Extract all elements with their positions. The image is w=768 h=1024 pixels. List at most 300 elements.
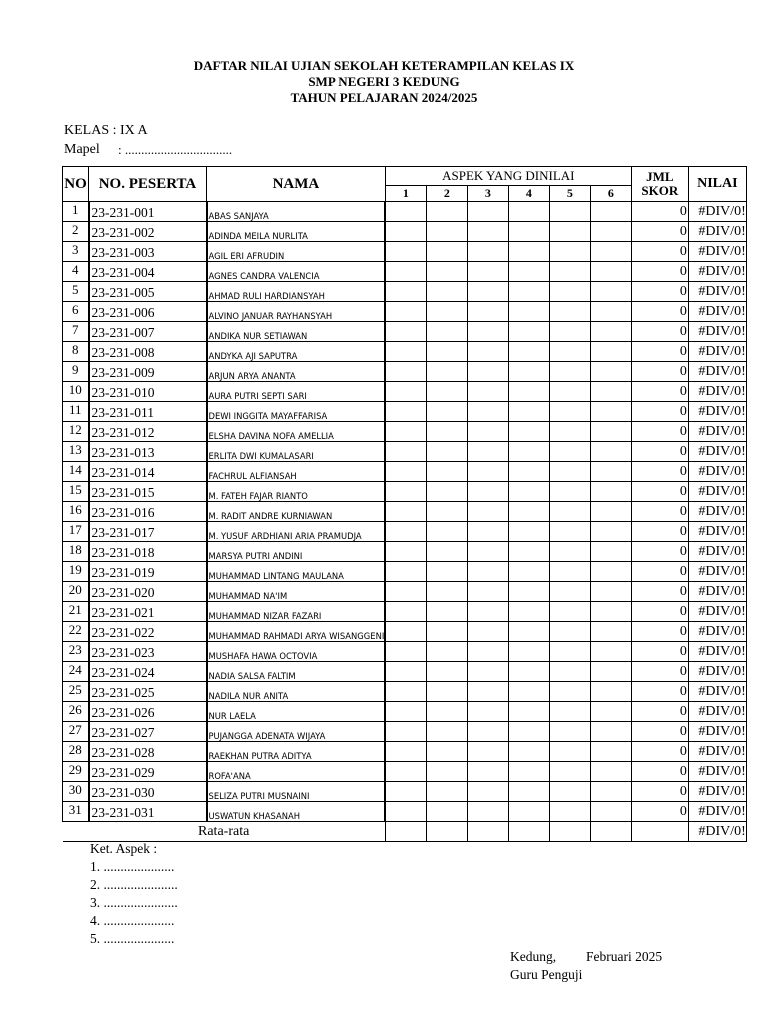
final-grade: #DIV/0!	[688, 642, 746, 662]
table-row	[63, 442, 747, 462]
aspect-score-cell[interactable]	[590, 362, 631, 382]
aspect-score-cell[interactable]	[508, 562, 549, 582]
student-name	[207, 342, 386, 362]
aspect-score-cell[interactable]	[385, 682, 426, 702]
aspect-score-cell[interactable]	[508, 342, 549, 362]
aspect-score-cell[interactable]	[590, 262, 631, 282]
participant-number: 23-231-019	[89, 562, 207, 582]
aspect-score-cell[interactable]	[467, 282, 508, 302]
aspect-score-cell[interactable]	[549, 442, 590, 462]
student-name	[207, 402, 386, 422]
aspect-score-cell[interactable]	[467, 582, 508, 602]
aspect-score-cell[interactable]	[549, 362, 590, 382]
col-header-jml-line2: SKOR	[641, 183, 679, 198]
aspect-score-cell[interactable]	[467, 522, 508, 542]
participant-number: 23-231-011	[89, 402, 207, 422]
aspek-num: 6	[590, 186, 631, 202]
final-grade: #DIV/0!	[688, 662, 746, 682]
aspect-score-cell[interactable]	[508, 722, 549, 742]
aspect-score-cell[interactable]	[385, 722, 426, 742]
aspect-score-cell[interactable]	[508, 362, 549, 382]
avg-score-cell[interactable]	[467, 822, 508, 842]
student-name-text: DEWI INGGITA MAYAFFARISA	[208, 411, 328, 421]
aspect-score-cell[interactable]	[385, 702, 426, 722]
aspect-score-cell[interactable]	[467, 782, 508, 802]
student-name-text: AURA PUTRI SEPTI SARI	[208, 391, 307, 401]
aspect-score-cell[interactable]	[508, 262, 549, 282]
table-row	[63, 362, 747, 382]
aspect-score-cell[interactable]	[590, 462, 631, 482]
aspect-score-cell[interactable]	[508, 482, 549, 502]
aspect-score-cell[interactable]	[590, 282, 631, 302]
mapel-label: Mapel	[64, 142, 100, 157]
row-number: 6	[63, 302, 89, 322]
aspect-score-cell[interactable]	[590, 742, 631, 762]
aspect-score-cell[interactable]	[549, 702, 590, 722]
aspect-score-cell[interactable]	[426, 462, 467, 482]
student-name-text: ARJUN ARYA ANANTA	[208, 371, 296, 381]
aspect-score-cell[interactable]	[549, 382, 590, 402]
aspect-score-cell[interactable]	[385, 462, 426, 482]
student-name	[207, 262, 386, 282]
aspect-score-cell[interactable]	[426, 362, 467, 382]
avg-score-cell[interactable]	[549, 822, 590, 842]
aspect-score-cell[interactable]	[426, 682, 467, 702]
aspect-score-cell[interactable]	[549, 782, 590, 802]
student-name-text: ABAS SANJAYA	[208, 211, 269, 221]
row-number: 4	[63, 262, 89, 282]
aspect-score-cell[interactable]	[426, 402, 467, 422]
aspect-score-cell[interactable]	[385, 362, 426, 382]
aspect-score-cell[interactable]	[385, 802, 426, 822]
aspect-score-cell[interactable]	[508, 462, 549, 482]
student-name	[207, 282, 386, 302]
ket-item: 4. .....................	[90, 913, 175, 928]
aspect-score-cell[interactable]	[426, 722, 467, 742]
aspect-score-cell[interactable]	[467, 422, 508, 442]
aspect-score-cell[interactable]	[426, 322, 467, 342]
table-body	[63, 202, 747, 822]
aspect-score-cell[interactable]	[508, 302, 549, 322]
aspect-score-cell[interactable]	[508, 282, 549, 302]
aspect-score-cell[interactable]	[508, 682, 549, 702]
aspect-score-cell[interactable]	[508, 642, 549, 662]
student-name	[207, 202, 386, 222]
aspect-score-cell[interactable]	[467, 262, 508, 282]
aspect-score-cell[interactable]	[385, 562, 426, 582]
aspect-score-cell[interactable]	[385, 502, 426, 522]
participant-number: 23-231-009	[89, 362, 207, 382]
aspect-score-cell[interactable]	[385, 642, 426, 662]
aspect-score-cell[interactable]	[590, 602, 631, 622]
final-grade: #DIV/0!	[688, 582, 746, 602]
aspect-score-cell[interactable]	[385, 322, 426, 342]
aspect-score-cell[interactable]	[426, 742, 467, 762]
aspek-num: 4	[508, 186, 549, 202]
row-number: 2	[63, 222, 89, 242]
aspect-score-cell[interactable]	[549, 642, 590, 662]
aspect-score-cell[interactable]	[590, 762, 631, 782]
student-name-text: AGNES CANDRA VALENCIA	[208, 271, 320, 281]
avg-score-cell[interactable]	[426, 822, 467, 842]
aspect-score-cell[interactable]	[467, 242, 508, 262]
aspect-score-cell[interactable]	[590, 442, 631, 462]
aspect-score-cell[interactable]	[549, 242, 590, 262]
aspect-score-cell[interactable]	[590, 222, 631, 242]
aspect-score-cell[interactable]	[426, 222, 467, 242]
sign-role: Guru Penguji	[510, 967, 583, 982]
aspect-score-cell[interactable]	[549, 562, 590, 582]
aspect-score-cell[interactable]	[590, 562, 631, 582]
aspect-score-cell[interactable]	[467, 542, 508, 562]
aspect-score-cell[interactable]	[467, 702, 508, 722]
aspect-score-cell[interactable]	[385, 202, 426, 222]
aspect-score-cell[interactable]	[385, 662, 426, 682]
aspect-score-cell[interactable]	[590, 662, 631, 682]
aspect-score-cell[interactable]	[426, 342, 467, 362]
aspect-score-cell[interactable]	[467, 302, 508, 322]
total-score: 0	[631, 242, 688, 262]
aspect-score-cell[interactable]	[508, 762, 549, 782]
final-grade: #DIV/0!	[688, 562, 746, 582]
total-score: 0	[631, 422, 688, 442]
aspect-score-cell[interactable]	[590, 242, 631, 262]
aspect-score-cell[interactable]	[590, 682, 631, 702]
aspect-score-cell[interactable]	[426, 382, 467, 402]
table-row	[63, 622, 747, 642]
final-grade: #DIV/0!	[688, 302, 746, 322]
aspect-score-cell[interactable]	[590, 702, 631, 722]
aspect-score-cell[interactable]	[549, 522, 590, 542]
table-row	[63, 262, 747, 282]
participant-number: 23-231-020	[89, 582, 207, 602]
row-number: 14	[63, 462, 89, 482]
table-row	[63, 782, 747, 802]
total-score: 0	[631, 562, 688, 582]
aspect-score-cell[interactable]	[467, 622, 508, 642]
aspect-score-cell[interactable]	[426, 302, 467, 322]
aspect-score-cell[interactable]	[590, 422, 631, 442]
student-name	[207, 582, 386, 602]
aspect-score-cell[interactable]	[426, 782, 467, 802]
row-number: 24	[63, 662, 89, 682]
aspect-score-cell[interactable]	[508, 742, 549, 762]
aspect-score-cell[interactable]	[385, 242, 426, 262]
aspect-score-cell[interactable]	[508, 782, 549, 802]
aspect-score-cell[interactable]	[549, 622, 590, 642]
student-name-text: MUHAMMAD RAHMADI ARYA WISANGGENI	[208, 631, 385, 641]
aspect-score-cell[interactable]	[385, 742, 426, 762]
total-score: 0	[631, 742, 688, 762]
aspect-score-cell[interactable]	[590, 582, 631, 602]
avg-jml-cell[interactable]	[631, 822, 688, 842]
aspect-score-cell[interactable]	[508, 802, 549, 822]
aspect-score-cell[interactable]	[426, 802, 467, 822]
student-name	[207, 662, 386, 682]
aspect-score-cell[interactable]	[590, 482, 631, 502]
aspect-score-cell[interactable]	[508, 602, 549, 622]
aspect-score-cell[interactable]	[549, 222, 590, 242]
aspect-score-cell[interactable]	[467, 402, 508, 422]
table-row	[63, 222, 747, 242]
aspect-score-cell[interactable]	[467, 442, 508, 462]
aspect-score-cell[interactable]	[549, 462, 590, 482]
sign-date: Februari 2025	[586, 949, 663, 964]
aspect-score-cell[interactable]	[590, 402, 631, 422]
participant-number: 23-231-030	[89, 782, 207, 802]
total-score: 0	[631, 522, 688, 542]
table-row	[63, 302, 747, 322]
aspect-score-cell[interactable]	[467, 222, 508, 242]
aspect-score-cell[interactable]	[508, 522, 549, 542]
table-row	[63, 482, 747, 502]
aspect-score-cell[interactable]	[590, 542, 631, 562]
avg-score-cell[interactable]	[590, 822, 631, 842]
aspect-score-cell[interactable]	[467, 502, 508, 522]
total-score: 0	[631, 542, 688, 562]
aspect-score-cell[interactable]	[467, 362, 508, 382]
aspect-score-cell[interactable]	[426, 622, 467, 642]
aspect-score-cell[interactable]	[385, 582, 426, 602]
student-name	[207, 522, 386, 542]
aspect-score-cell[interactable]	[385, 302, 426, 322]
aspect-score-cell[interactable]	[549, 282, 590, 302]
aspect-score-cell[interactable]	[426, 502, 467, 522]
aspect-score-cell[interactable]	[467, 202, 508, 222]
aspect-score-cell[interactable]	[508, 202, 549, 222]
aspect-score-cell[interactable]	[426, 542, 467, 562]
participant-number: 23-231-026	[89, 702, 207, 722]
aspect-score-cell[interactable]	[385, 262, 426, 282]
row-number: 29	[63, 762, 89, 782]
aspect-score-cell[interactable]	[508, 442, 549, 462]
ket-title: Ket. Aspek :	[90, 841, 158, 856]
aspect-score-cell[interactable]	[426, 422, 467, 442]
aspect-score-cell[interactable]	[549, 322, 590, 342]
aspect-score-cell[interactable]	[467, 762, 508, 782]
aspect-score-cell[interactable]	[549, 502, 590, 522]
aspect-score-cell[interactable]	[590, 642, 631, 662]
aspect-score-cell[interactable]	[549, 682, 590, 702]
col-header-aspek: ASPEK YANG DINILAI	[385, 167, 631, 186]
aspek-num: 3	[467, 186, 508, 202]
aspect-score-cell[interactable]	[590, 802, 631, 822]
aspect-score-cell[interactable]	[590, 302, 631, 322]
aspect-score-cell[interactable]	[467, 322, 508, 342]
aspect-score-cell[interactable]	[426, 262, 467, 282]
aspect-score-cell[interactable]	[549, 342, 590, 362]
aspect-score-cell[interactable]	[549, 602, 590, 622]
aspect-score-cell[interactable]	[590, 202, 631, 222]
avg-score-cell[interactable]	[385, 822, 426, 842]
aspect-score-cell[interactable]	[549, 302, 590, 322]
aspect-score-cell[interactable]	[385, 522, 426, 542]
student-name-text: NUR LAELA	[208, 711, 256, 721]
aspect-score-cell[interactable]	[508, 402, 549, 422]
student-name	[207, 502, 386, 522]
row-number: 21	[63, 602, 89, 622]
student-name	[207, 362, 386, 382]
aspect-score-cell[interactable]	[426, 562, 467, 582]
student-name	[207, 782, 386, 802]
aspect-score-cell[interactable]	[467, 742, 508, 762]
aspect-score-cell[interactable]	[549, 582, 590, 602]
aspect-score-cell[interactable]	[549, 662, 590, 682]
aspect-score-cell[interactable]	[508, 622, 549, 642]
aspect-score-cell[interactable]	[467, 662, 508, 682]
aspect-score-cell[interactable]	[590, 622, 631, 642]
participant-number: 23-231-016	[89, 502, 207, 522]
aspect-score-cell[interactable]	[549, 542, 590, 562]
student-name	[207, 542, 386, 562]
final-grade: #DIV/0!	[688, 342, 746, 362]
aspect-score-cell[interactable]	[426, 702, 467, 722]
total-score: 0	[631, 662, 688, 682]
student-name	[207, 302, 386, 322]
aspect-score-cell[interactable]	[508, 582, 549, 602]
aspect-score-cell[interactable]	[467, 342, 508, 362]
aspect-score-cell[interactable]	[549, 762, 590, 782]
table-row	[63, 562, 747, 582]
aspect-score-cell[interactable]	[590, 322, 631, 342]
row-number: 22	[63, 622, 89, 642]
aspect-score-cell[interactable]	[508, 542, 549, 562]
table-row	[63, 522, 747, 542]
total-score: 0	[631, 722, 688, 742]
aspect-score-cell[interactable]	[426, 642, 467, 662]
aspect-score-cell[interactable]	[590, 522, 631, 542]
aspect-score-cell[interactable]	[549, 802, 590, 822]
aspect-score-cell[interactable]	[590, 782, 631, 802]
aspect-score-cell[interactable]	[549, 202, 590, 222]
final-grade: #DIV/0!	[688, 362, 746, 382]
kelas-label: KELAS : IX A	[64, 123, 148, 138]
col-header-jml-line1: JML	[646, 169, 674, 184]
total-score: 0	[631, 462, 688, 482]
aspect-score-cell[interactable]	[426, 282, 467, 302]
aspect-score-cell[interactable]	[426, 602, 467, 622]
aspect-score-cell[interactable]	[590, 502, 631, 522]
participant-number: 23-231-014	[89, 462, 207, 482]
aspect-score-cell[interactable]	[385, 482, 426, 502]
row-number: 23	[63, 642, 89, 662]
row-number: 28	[63, 742, 89, 762]
aspect-score-cell[interactable]	[426, 662, 467, 682]
sign-place: Kedung,	[510, 949, 557, 964]
aspect-score-cell[interactable]	[426, 522, 467, 542]
student-name	[207, 562, 386, 582]
final-grade: #DIV/0!	[688, 542, 746, 562]
aspect-score-cell[interactable]	[508, 242, 549, 262]
aspect-score-cell[interactable]	[590, 382, 631, 402]
participant-number: 23-231-008	[89, 342, 207, 362]
table-row	[63, 662, 747, 682]
participant-number: 23-231-031	[89, 802, 207, 822]
aspect-score-cell[interactable]	[508, 702, 549, 722]
aspect-score-cell[interactable]	[385, 542, 426, 562]
aspect-score-cell[interactable]	[426, 762, 467, 782]
row-number: 27	[63, 722, 89, 742]
aspect-score-cell[interactable]	[385, 382, 426, 402]
aspect-score-cell[interactable]	[549, 422, 590, 442]
final-grade: #DIV/0!	[688, 322, 746, 342]
aspect-score-cell[interactable]	[385, 622, 426, 642]
aspect-score-cell[interactable]	[467, 562, 508, 582]
doc-title-line1: DAFTAR NILAI UJIAN SEKOLAH KETERAMPILAN KELAS IX	[193, 58, 575, 73]
aspect-score-cell[interactable]	[426, 242, 467, 262]
student-name-text: M. RADIT ANDRE KURNIAWAN	[208, 511, 333, 521]
col-header-peserta: NO. PESERTA	[89, 167, 207, 202]
aspect-score-cell[interactable]	[508, 662, 549, 682]
aspect-score-cell[interactable]	[385, 222, 426, 242]
aspect-score-cell[interactable]	[385, 342, 426, 362]
aspect-score-cell[interactable]	[467, 802, 508, 822]
table-row	[63, 682, 747, 702]
aspect-score-cell[interactable]	[385, 762, 426, 782]
aspect-score-cell[interactable]	[467, 462, 508, 482]
ket-item: 1. .....................	[90, 859, 175, 874]
aspect-score-cell[interactable]	[426, 202, 467, 222]
aspect-score-cell[interactable]	[467, 382, 508, 402]
aspect-score-cell[interactable]	[467, 642, 508, 662]
aspect-score-cell[interactable]	[549, 262, 590, 282]
aspect-score-cell[interactable]	[590, 342, 631, 362]
final-grade: #DIV/0!	[688, 722, 746, 742]
aspect-score-cell[interactable]	[385, 442, 426, 462]
aspect-score-cell[interactable]	[426, 482, 467, 502]
aspect-score-cell[interactable]	[385, 402, 426, 422]
aspect-score-cell[interactable]	[508, 382, 549, 402]
student-name	[207, 322, 386, 342]
aspect-score-cell[interactable]	[508, 502, 549, 522]
row-number: 1	[63, 202, 89, 222]
aspect-score-cell[interactable]	[385, 782, 426, 802]
aspect-score-cell[interactable]	[549, 482, 590, 502]
avg-score-cell[interactable]	[508, 822, 549, 842]
participant-number: 23-231-012	[89, 422, 207, 442]
aspect-score-cell[interactable]	[549, 402, 590, 422]
participant-number: 23-231-021	[89, 602, 207, 622]
aspect-score-cell[interactable]	[508, 322, 549, 342]
total-score: 0	[631, 402, 688, 422]
student-name-text: PUJANGGA ADENATA WIJAYA	[208, 731, 326, 741]
aspect-score-cell[interactable]	[426, 442, 467, 462]
aspect-score-cell[interactable]	[508, 222, 549, 242]
table-row	[63, 402, 747, 422]
aspect-score-cell[interactable]	[385, 282, 426, 302]
student-name-text: RAEKHAN PUTRA ADITYA	[208, 751, 312, 761]
aspect-score-cell[interactable]	[385, 602, 426, 622]
aspect-score-cell[interactable]	[385, 422, 426, 442]
aspect-score-cell[interactable]	[549, 722, 590, 742]
aspect-score-cell[interactable]	[426, 582, 467, 602]
aspect-score-cell[interactable]	[508, 422, 549, 442]
aspect-score-cell[interactable]	[549, 742, 590, 762]
doc-title-year: TAHUN PELAJARAN 2024/2025	[290, 90, 478, 105]
aspect-score-cell[interactable]	[467, 482, 508, 502]
total-score: 0	[631, 762, 688, 782]
aspek-num: 2	[426, 186, 467, 202]
table-row	[63, 602, 747, 622]
participant-number: 23-231-007	[89, 322, 207, 342]
aspect-score-cell[interactable]	[467, 682, 508, 702]
row-number: 25	[63, 682, 89, 702]
aspect-score-cell[interactable]	[590, 722, 631, 742]
aspect-score-cell[interactable]	[467, 602, 508, 622]
student-name-text: ADINDA MEILA NURLITA	[208, 231, 308, 241]
table-row	[63, 282, 747, 302]
aspect-score-cell[interactable]	[467, 722, 508, 742]
